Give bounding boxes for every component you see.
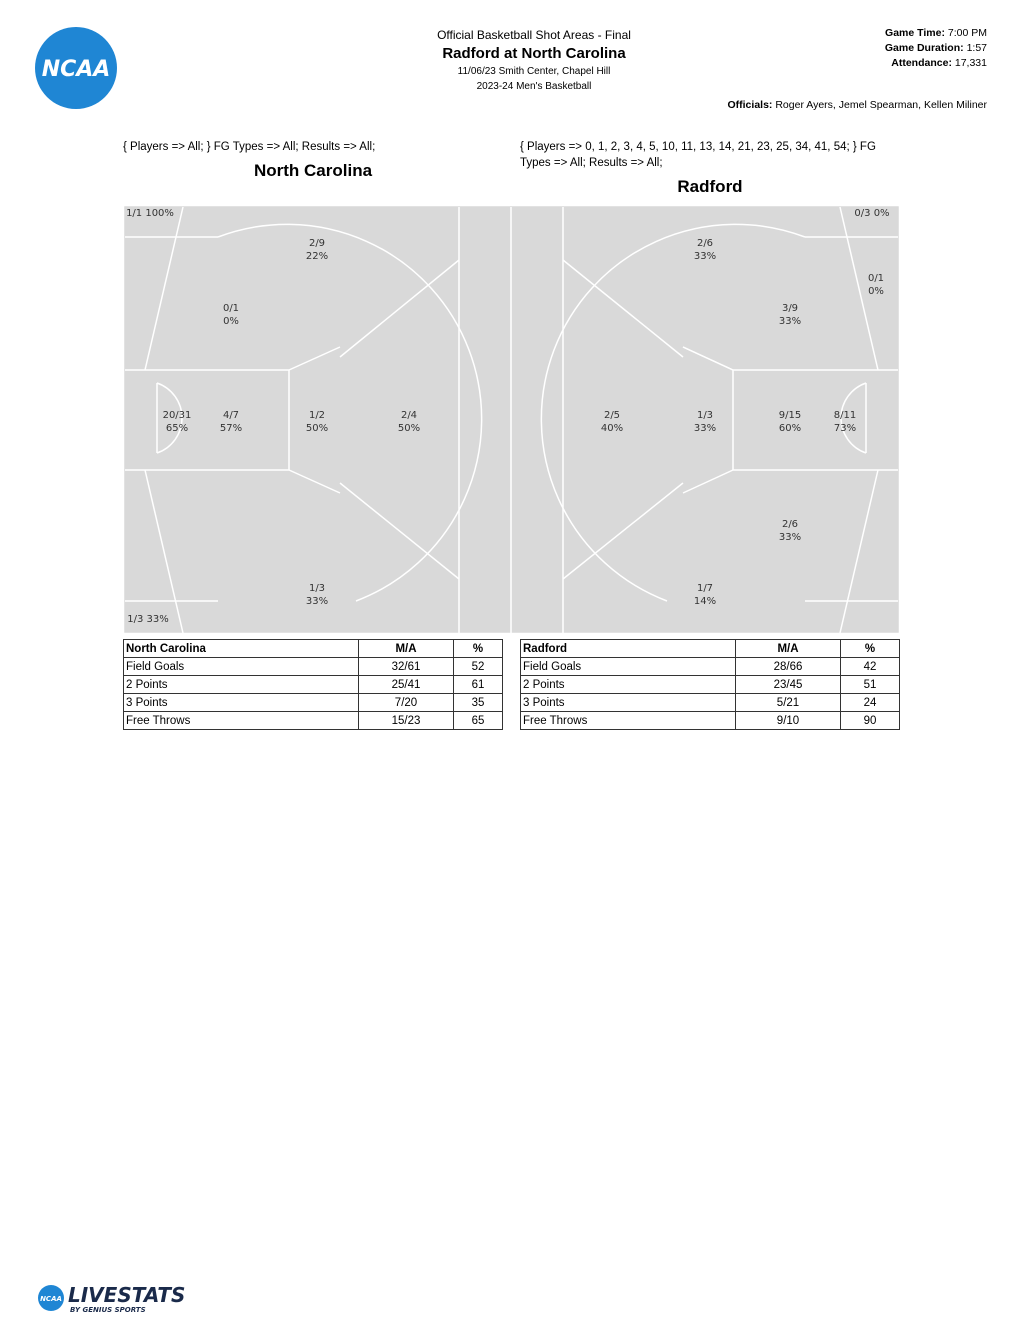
game-time-label: Game Time: xyxy=(885,27,945,39)
table-row xyxy=(521,676,900,694)
report-title: Official Basketball Shot Areas - Final xyxy=(437,28,631,42)
radford-filter-text: { Players => 0, 1, 2, 3, 4, 5, 10, 11, 13, 14, 21, 23, 25, 34, 41, 54; } FG Types => All; Results => All; xyxy=(520,141,876,169)
radford-team-title: Radford xyxy=(677,177,743,196)
nc-elbow-pct: 50% xyxy=(305,423,329,434)
rad-wing-pct: 0% xyxy=(868,286,884,297)
rad-top-key-pct: 40% xyxy=(600,423,624,434)
table-cell: 5/21 xyxy=(736,694,841,712)
table-header-row xyxy=(521,640,900,658)
rad-mid-bottom-made: 2/6 xyxy=(781,519,799,530)
ncaa-logo xyxy=(34,26,118,110)
rad-wing-made: 0/1 xyxy=(867,273,885,284)
rad-bottom-three-pct: 14% xyxy=(693,596,717,607)
table-header: M/A xyxy=(736,640,841,658)
officials-label: Officials: xyxy=(727,99,773,111)
report-header xyxy=(312,28,756,92)
nc-stats-table xyxy=(123,639,503,730)
table-cell: Field Goals xyxy=(124,658,359,676)
nc-top-key-pct: 50% xyxy=(397,423,421,434)
table-cell: 3 Points xyxy=(124,694,359,712)
table-cell: 51 xyxy=(841,676,900,694)
table-header: % xyxy=(841,640,900,658)
rad-elbow-pct: 33% xyxy=(693,423,717,434)
livestats-sub: BY GENIUS SPORTS xyxy=(70,1306,146,1314)
game-time: 7:00 PM xyxy=(947,27,987,39)
nc-top-three-made: 2/9 xyxy=(308,238,326,249)
nc-bottom-three-made: 1/3 xyxy=(308,583,326,594)
nc-lane-pct: 57% xyxy=(219,423,243,434)
date-venue: 11/06/23 Smith Center, Chapel Hill xyxy=(457,66,611,77)
nc-bottom-three-pct: 33% xyxy=(305,596,329,607)
table-row xyxy=(521,712,900,730)
nc-left-mid-made: 0/1 xyxy=(222,303,240,314)
attendance-label: Attendance: xyxy=(891,57,952,69)
attendance: 17,331 xyxy=(954,57,987,69)
table-cell: 28/66 xyxy=(736,658,841,676)
shot-area-court xyxy=(123,205,900,634)
nc-top-three-pct: 22% xyxy=(305,251,329,262)
nc-elbow-made: 1/2 xyxy=(308,410,326,421)
season: 2023-24 Men's Basketball xyxy=(476,81,592,92)
rad-mid-top-made: 3/9 xyxy=(781,303,799,314)
nc-team-title: North Carolina xyxy=(253,161,373,180)
game-info xyxy=(885,26,987,71)
table-cell: Free Throws xyxy=(124,712,359,730)
table-header: Radford xyxy=(521,640,736,658)
rad-top-three-made: 2/6 xyxy=(696,238,714,249)
rad-mid-bottom-pct: 33% xyxy=(778,532,802,543)
table-cell: Field Goals xyxy=(521,658,736,676)
ncaa-logo-text: NCAA xyxy=(41,57,111,82)
rad-top-key-made: 2/5 xyxy=(603,410,621,421)
table-cell: 35 xyxy=(454,694,503,712)
table-header: M/A xyxy=(359,640,454,658)
livestats-brand: LIVESTATS xyxy=(68,1283,186,1307)
table-cell: Free Throws xyxy=(521,712,736,730)
table-cell: 24 xyxy=(841,694,900,712)
table-cell: 9/10 xyxy=(736,712,841,730)
table-cell: 25/41 xyxy=(359,676,454,694)
table-cell: 7/20 xyxy=(359,694,454,712)
nc-lane-made: 4/7 xyxy=(222,410,240,421)
rad-mid-top-pct: 33% xyxy=(778,316,802,327)
radford-stats-table xyxy=(520,639,900,730)
table-cell: 23/45 xyxy=(736,676,841,694)
table-cell: 65 xyxy=(454,712,503,730)
rad-top-three-pct: 33% xyxy=(693,251,717,262)
nc-paint-pct: 65% xyxy=(165,423,189,434)
rad-lane-pct: 60% xyxy=(778,423,802,434)
table-cell: 42 xyxy=(841,658,900,676)
matchup-title: Radford at North Carolina xyxy=(442,45,626,62)
table-header: % xyxy=(454,640,503,658)
rad-elbow-made: 1/3 xyxy=(696,410,714,421)
table-row xyxy=(124,712,503,730)
table-cell: 3 Points xyxy=(521,694,736,712)
table-row xyxy=(521,694,900,712)
table-cell: 52 xyxy=(454,658,503,676)
rad-bottom-three-made: 1/7 xyxy=(696,583,714,594)
table-cell: 32/61 xyxy=(359,658,454,676)
livestats-badge: NCAA xyxy=(40,1295,62,1303)
nc-paint-made: 20/31 xyxy=(162,410,192,421)
rad-paint-made: 8/11 xyxy=(833,410,857,421)
table-row xyxy=(124,694,503,712)
nc-filter-text: { Players => All; } FG Types => All; Results => All; xyxy=(123,141,376,153)
table-header: North Carolina xyxy=(124,640,359,658)
table-cell: 15/23 xyxy=(359,712,454,730)
game-duration-label: Game Duration: xyxy=(884,42,964,54)
table-cell: 2 Points xyxy=(521,676,736,694)
officials-names: Roger Ayers, Jemel Spearman, Kellen Miliner xyxy=(775,99,987,111)
table-header-row xyxy=(124,640,503,658)
officials xyxy=(727,99,987,111)
rad-corner-top-label: 0/3 0% xyxy=(854,208,890,219)
table-row xyxy=(124,658,503,676)
table-cell: 61 xyxy=(454,676,503,694)
rad-lane-made: 9/15 xyxy=(778,410,802,421)
table-cell: 90 xyxy=(841,712,900,730)
nc-corner-bottom-label: 1/3 33% xyxy=(127,614,169,625)
table-row xyxy=(521,658,900,676)
livestats-logo xyxy=(36,1278,186,1318)
nc-corner-top-label: 1/1 100% xyxy=(126,208,174,219)
rad-paint-pct: 73% xyxy=(833,423,857,434)
nc-left-mid-pct: 0% xyxy=(223,316,239,327)
table-cell: 2 Points xyxy=(124,676,359,694)
game-duration: 1:57 xyxy=(966,42,987,54)
table-row xyxy=(124,676,503,694)
nc-top-key-made: 2/4 xyxy=(400,410,418,421)
